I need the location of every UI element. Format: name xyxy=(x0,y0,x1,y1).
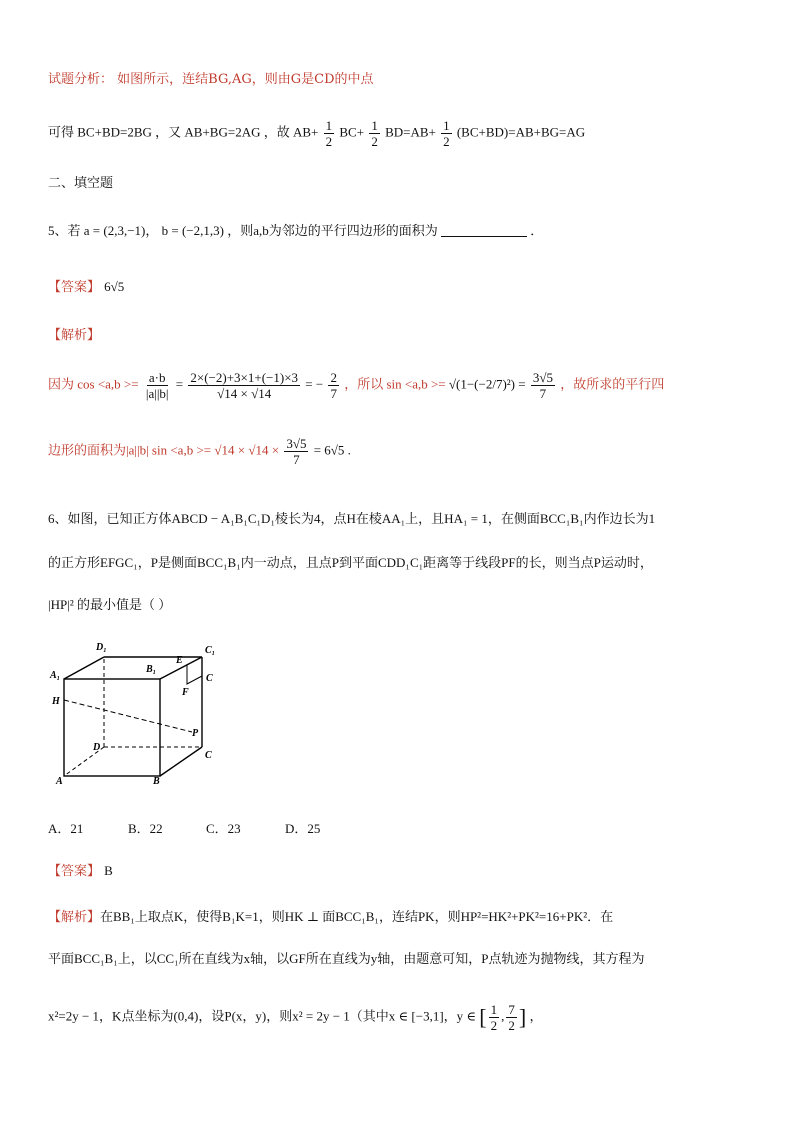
q6-line1: 6、如图，已知正方体ABCD − A₁B₁C₁D₁棱长为4，点H在棱AA₁上，且HA₁ = 1，在侧面BCC₁B₁内作边长为1 xyxy=(48,511,656,526)
label-C1: C₁ xyxy=(205,645,216,656)
q5-answer-line xyxy=(48,276,124,295)
chain-b: BC+ xyxy=(339,124,365,140)
label-C: C xyxy=(205,750,212,761)
analysis-label: 试题分析： xyxy=(48,72,114,87)
chain-a: AB+ xyxy=(292,124,319,140)
option-c: C．23 xyxy=(206,821,241,836)
q5-end: ． xyxy=(530,223,544,238)
label-H: H xyxy=(52,696,60,707)
half-fraction-3: $\frac{1}{2}$ xyxy=(443,118,450,149)
q6-answer-label: 【答案】 xyxy=(48,864,101,879)
q6-sol1-text: 在BB₁上取点K，使得B₁K=1，则HK ⊥ 面BCC₁B₁，连结PK，则HP²=HK²+PK²=16+PK²．在 xyxy=(100,909,614,924)
q5-answer-label: 【答案】 xyxy=(48,280,101,295)
sqrt-expression: √(1−(−2/7)²) xyxy=(448,376,516,392)
gu-text: ，故 xyxy=(263,124,290,140)
q6-jiexi-label: 【解析】 xyxy=(48,909,101,924)
frac-seven-half: $\frac{7}{2}$ xyxy=(508,1002,515,1033)
q5-area-line xyxy=(48,436,351,467)
chain-c: BD=AB+ xyxy=(385,124,436,140)
chain-d: (BC+BD)=AB+BG=AG xyxy=(456,124,586,140)
option-d: D．25 xyxy=(285,821,321,836)
label-D: D xyxy=(93,742,101,753)
label-B: B xyxy=(153,776,160,786)
frac-half: $\frac{1}{2}$ xyxy=(490,1002,498,1033)
label-F: F xyxy=(182,687,189,698)
frac-2-7: $\frac{2}{7}$ xyxy=(330,370,337,401)
label-D1: D₁ xyxy=(96,642,107,653)
q5-number: 5、若 xyxy=(48,223,81,238)
answer-blank xyxy=(441,222,527,237)
bracket-right: ] xyxy=(518,1004,527,1030)
label-P: P xyxy=(192,728,199,739)
area-text: 边形的面积为|a||b| sin <a,b >= √14 × √14 × xyxy=(48,442,280,458)
option-a: A．21 xyxy=(48,821,84,836)
half-fraction-1: $\frac{1}{2}$ xyxy=(325,118,333,149)
eq-neg: = − xyxy=(305,376,324,392)
bracket-left: [ xyxy=(479,1004,487,1030)
eq-sign-2: = xyxy=(518,376,526,392)
q5-comma: ， xyxy=(145,223,159,238)
so-sin-text: ，所以 sin <a,b >= xyxy=(344,376,446,392)
q6-sol3-end: ， xyxy=(529,1008,543,1024)
analysis-text: 如图所示，连结BG,AG，则由G是CD的中点 xyxy=(117,72,374,87)
vec-bc-bd: BC+BD=2BG xyxy=(77,124,152,140)
q5-vec-b: b = (−2,1,3) xyxy=(161,223,224,238)
frac-numeric: $\frac{2\times(-2)+3\times 1+(-1)\times 3}{√14 \times √14}$ xyxy=(190,370,299,401)
q6-answer-value: B xyxy=(104,863,113,878)
q5-answer-value: 6√5 xyxy=(104,279,125,294)
frac-dot-over-norms: $\frac{a\cdot b}{|a||b|}$ xyxy=(145,370,169,401)
option-b: B．22 xyxy=(128,821,163,836)
vec-ab-bg: AB+BG=2AG xyxy=(184,124,261,140)
tail-text: ，故所求的平行四 xyxy=(560,376,665,392)
area-end: = 6√5 . xyxy=(313,442,351,458)
q5-cos-line xyxy=(48,370,664,401)
q6-sol1 xyxy=(48,906,613,925)
frac-3sqrt5-7: $\frac{3√5}{7}$ xyxy=(532,370,553,401)
q4-analysis-line xyxy=(48,68,374,87)
line2-prefix: 可得 xyxy=(48,124,75,140)
q6-answer-line xyxy=(48,860,113,879)
mid-text: ，又 xyxy=(155,124,182,140)
frac-area: $\frac{3√5}{7}$ xyxy=(286,436,307,467)
half-fraction-2: $\frac{1}{2}$ xyxy=(371,118,378,149)
cube-figure xyxy=(46,636,226,786)
q5-vec-a: a = (2,3,−1) xyxy=(83,223,146,238)
eq-sign: = xyxy=(175,376,184,392)
q4-vector-line xyxy=(48,118,585,149)
q6-line3: |HP|² 的最小值是（ ） xyxy=(48,597,172,612)
label-E: E xyxy=(176,655,183,666)
q5-stem xyxy=(48,220,543,239)
q6-sol3: x²=2y − 1，K点坐标为(0,4)，设P(x，y)，则x² = 2y − 1（其中x ∈ [−3,1]，y ∈ [ $\frac{1}{2}$ , $\frac{7}{2}$ ] ， xyxy=(48,1002,543,1033)
label-A1: A₁ xyxy=(50,670,61,681)
label-G: C xyxy=(206,673,213,684)
q5-stem-rest: ，则a,b为邻边的平行四边形的面积为 xyxy=(227,223,438,238)
label-B1: B₁ xyxy=(146,664,157,675)
section-title: 二、填空题 xyxy=(48,176,114,191)
q5-jiexi-label: 【解析】 xyxy=(48,328,101,343)
because-text: 因为 cos <a,b >= xyxy=(48,376,139,392)
q6-line2: 的正方形EFGC₁，P是侧面BCC₁B₁内一动点，且点P到平面CDD₁C₁距离等于线段PF的长，则当点P运动时， xyxy=(48,555,653,570)
q6-sol3-text: x²=2y − 1，K点坐标为(0,4)，设P(x，y)，则x² = 2y − 1（其中x ∈ [−3,1]，y ∈ xyxy=(48,1008,477,1024)
q6-sol2: 平面BCC₁B₁上，以CC₁所在直线为x轴，以GF所在直线为y轴，由题意可知，P点轨迹为抛物线，其方程为 xyxy=(48,951,645,966)
label-A: A xyxy=(56,776,63,786)
